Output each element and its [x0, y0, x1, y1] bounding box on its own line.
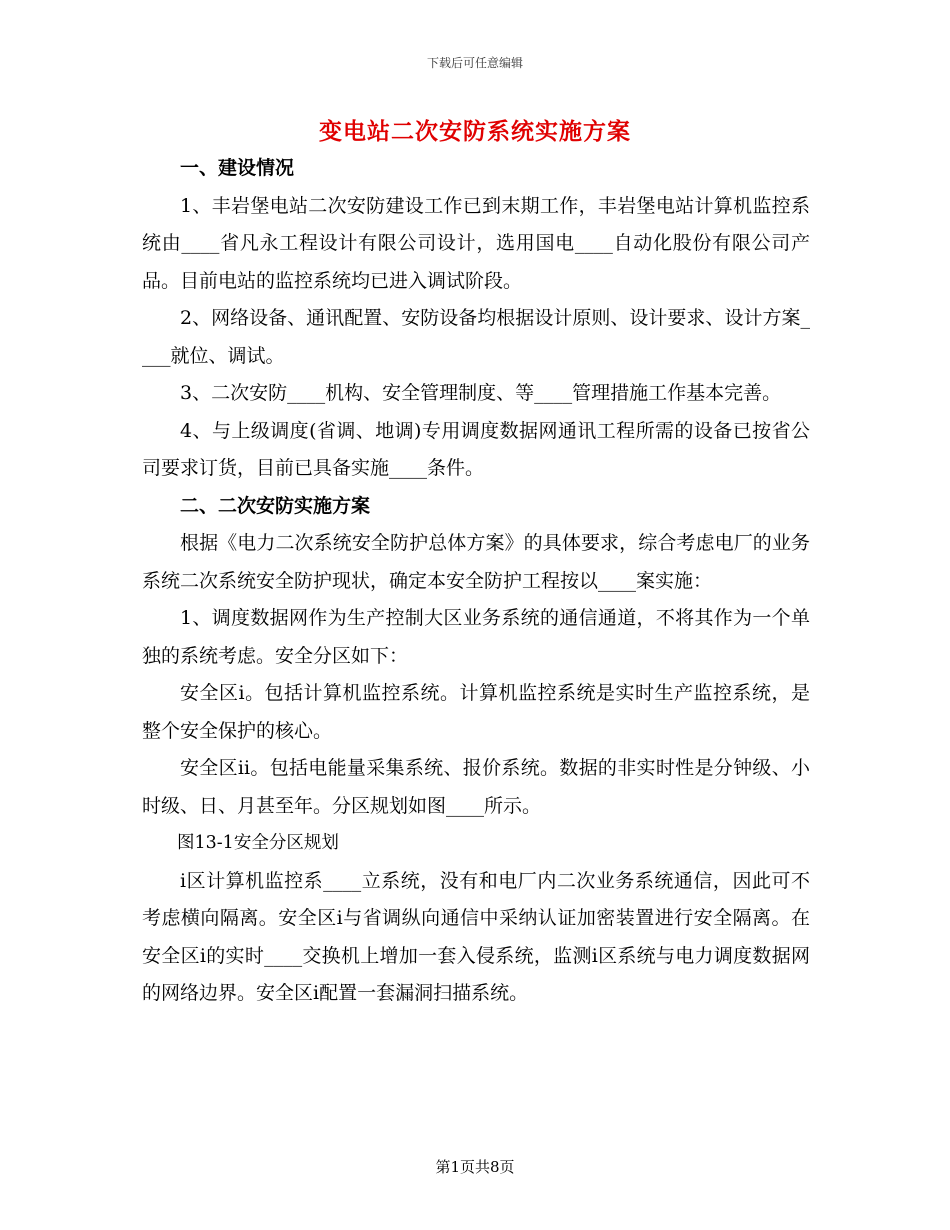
- paragraph-zone-i-detail: i区计算机监控系____立系统，没有和电厂内二次业务系统通信，因此可不考虑横向隔离。安全区i与省调纵向通信中采纳认证加密装置进行安全隔离。在安全区i的实时____交换机上增加一套入侵系统，监测i区系统与电力调度数据网的网络边界。安全区i配置一套漏洞扫描系统。: [142, 869, 810, 1004]
- paragraph-plan-item-1: 1、调度数据网作为生产控制大区业务系统的通信通道，不将其作为一个单独的系统考虑。安全分区如下：: [142, 607, 810, 667]
- section-heading-construction: 一、建设情况: [180, 157, 295, 179]
- paragraph-plan-intro: 根据《电力二次系统安全防护总体方案》的具体要求，综合考虑电厂的业务系统二次系统安全防护现状，确定本安全防护工程按以____案实施：: [142, 532, 810, 592]
- figure-caption: 图13-1安全分区规划: [177, 833, 339, 853]
- page-footer: 第1页共8页: [435, 1158, 515, 1176]
- paragraph-item-4: 4、与上级调度(省调、地调)专用调度数据网通讯工程所需的设备已按省公司要求订货，目前已具备实施____条件。: [142, 419, 810, 479]
- paragraph-item-3: 3、二次安防____机构、安全管理制度、等____管理措施工作基本完善。: [180, 382, 782, 404]
- page-header: 下载后可任意编辑: [426, 56, 523, 70]
- document-title: 变电站二次安防系统实施方案: [319, 118, 631, 145]
- paragraph-item-1: 1、丰岩堡电站二次安防建设工作已到末期工作，丰岩堡电站计算机监控系统由____省凡永工程设计有限公司设计，选用国电____自动化股份有限公司产品。目前电站的监控系统均已进入调试阶段。: [142, 194, 810, 292]
- document-body: [142, 150, 810, 1013]
- paragraph-item-2: 2、网络设备、通讯配置、安防设备均根据设计原则、设计要求、设计方案____就位、调试。: [142, 307, 810, 367]
- paragraph-zone-ii: 安全区ii。包括电能量采集系统、报价系统。数据的非实时性是分钟级、小时级、日、月甚至年。分区规划如图____所示。: [142, 757, 810, 817]
- section-heading-plan: 二、二次安防实施方案: [180, 494, 371, 517]
- paragraph-zone-i: 安全区i。包括计算机监控系统。计算机监控系统是实时生产监控系统，是整个安全保护的核心。: [142, 682, 810, 742]
